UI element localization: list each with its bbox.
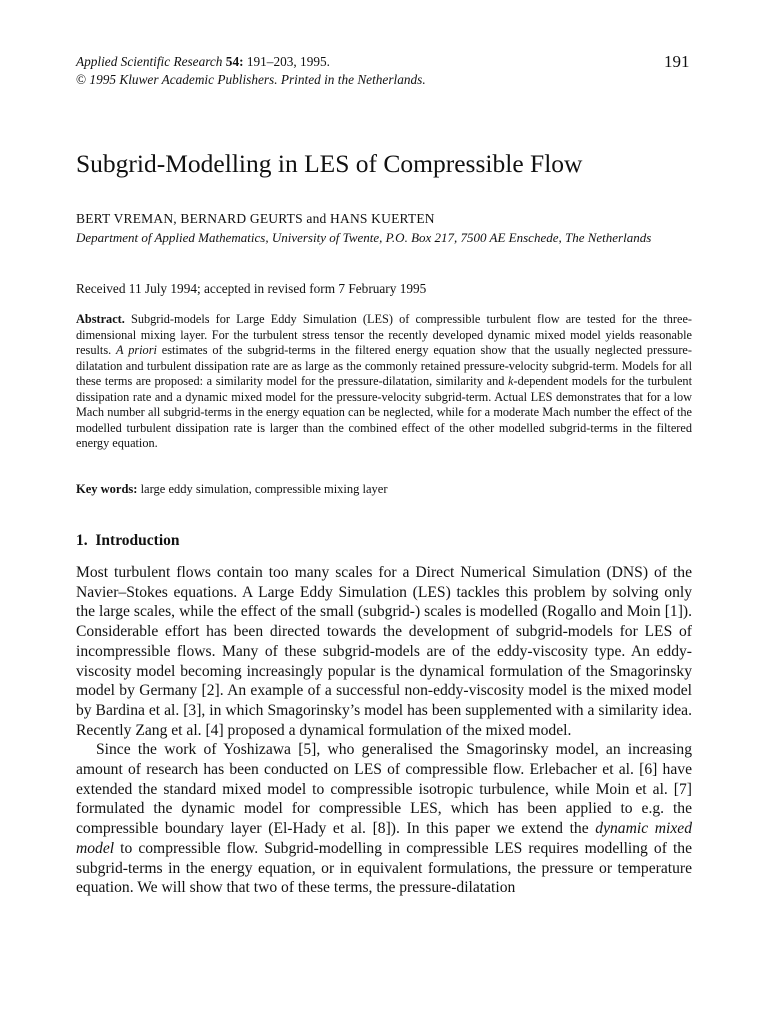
body-text <box>76 563 692 898</box>
abstract-italic-1: A priori <box>116 343 157 357</box>
paragraph-2-italic: dynamic mixed model <box>76 820 692 857</box>
affiliation: Department of Applied Mathematics, University of Twente, P.O. Box 217, 7500 AE Enschede, The Netherlands <box>76 230 652 245</box>
paper-title: Subgrid-Modelling in LES of Compressible Flow <box>76 149 583 178</box>
journal-volume: 54: <box>225 54 244 69</box>
paragraph-1: Most turbulent flows contain too many scales for a Direct Numerical Simulation (DNS) of the Navier–Stokes equations. A Large Eddy Simulation (LES) tackles this problem by solving only the large scales, while the effect of the small (subgrid-) scales is modelled (Rogallo and Moin [1]). Considerable effort has been directed towards the development of subgrid-models for LES of incompressible flows. Many of these subgrid-models are of the eddy-viscosity type. An eddy-viscosity model becoming increasingly popular is the dynamical formulation of the Smagorinsky model by Germany [2]. An example of a successful non-eddy-viscosity model is the mixed model by Bardina et al. [3], in which Smagorinsky’s model has been supplemented with a similarity idea. Recently Zang et al. [4] proposed a dynamical formulation of the mixed model. <box>76 564 692 739</box>
copyright-line <box>76 71 616 89</box>
section-heading <box>76 532 180 550</box>
abstract-italic-2: k <box>508 374 514 388</box>
keywords-text: large eddy simulation, compressible mixing layer <box>137 482 388 496</box>
journal-pages: 191–203, 1995. <box>243 54 330 69</box>
page-number: 191 <box>664 52 690 71</box>
journal-name: Applied Scientific Research <box>76 54 223 69</box>
journal-line <box>76 53 616 71</box>
copyright-text: 1995 Kluwer Academic Publishers. Printed in the Netherlands. <box>86 72 426 87</box>
authors: BERT VREMAN, BERNARD GEURTS and HANS KUERTEN <box>76 211 435 226</box>
journal-citation <box>76 53 616 89</box>
abstract-text-2: estimates of the subgrid-terms in the filtered energy equation show that the usually neglected pressure-dilatation and turbulent dissipation rate are as large as the commonly retained pressure-velocity subgrid-term. Models for all these terms are proposed: a similarity model for the pressure-dilatation, similarity and <box>76 343 692 388</box>
abstract-text-3: -dependent models for the turbulent dissipation rate and a dynamic mixed model for the pressure-velocity subgrid-term. Actual LES demonstrates that for a low Mach number all subgrid-terms in the energy equation can be neglected, while for a moderate Mach number the effect of the modelled turbulent dissipation rate is larger than the combined effect of the other modelled subgrid-terms in the filtered energy equation. <box>76 374 692 450</box>
keywords <box>76 482 388 497</box>
keywords-label: Key words: <box>76 482 138 496</box>
copyright-symbol: © <box>76 72 87 87</box>
abstract <box>76 312 692 452</box>
paragraph-2-text-a: Since the work of Yoshizawa [5], who generalised the Smagorinsky model, an increasing amount of research has been conducted on LES of compressible flow. Erlebacher et al. [6] have extended the standard mixed model to compressible isotropic turbulence, while Moin et al. [7] formulated the dynamic model for compressible LES, which has been applied to e.g. the compressible boundary layer (El-Hady et al. [8]). In this paper we extend the <box>76 741 692 838</box>
received-dates: Received 11 July 1994; accepted in revised form 7 February 1995 <box>76 281 427 296</box>
paragraph-2 <box>76 740 692 898</box>
paragraph-2-text-b: to compressible flow. Subgrid-modelling in compressible LES requires modelling of the subgrid-terms in the energy equation, or in equivalent formulations, the pressure or temperature equation. We will show that two of these terms, the pressure-dilatation <box>76 839 692 897</box>
abstract-text-1: Subgrid-models for Large Eddy Simulation (LES) of compressible turbulent flow are tested for the three-dimensional mixing layer. For the turbulent stress tensor the recently developed dynamic mixed model yields reasonable results. <box>76 312 692 357</box>
section-title: Introduction <box>95 532 180 549</box>
section-number: 1. <box>76 532 88 549</box>
abstract-label: Abstract. <box>76 312 125 326</box>
